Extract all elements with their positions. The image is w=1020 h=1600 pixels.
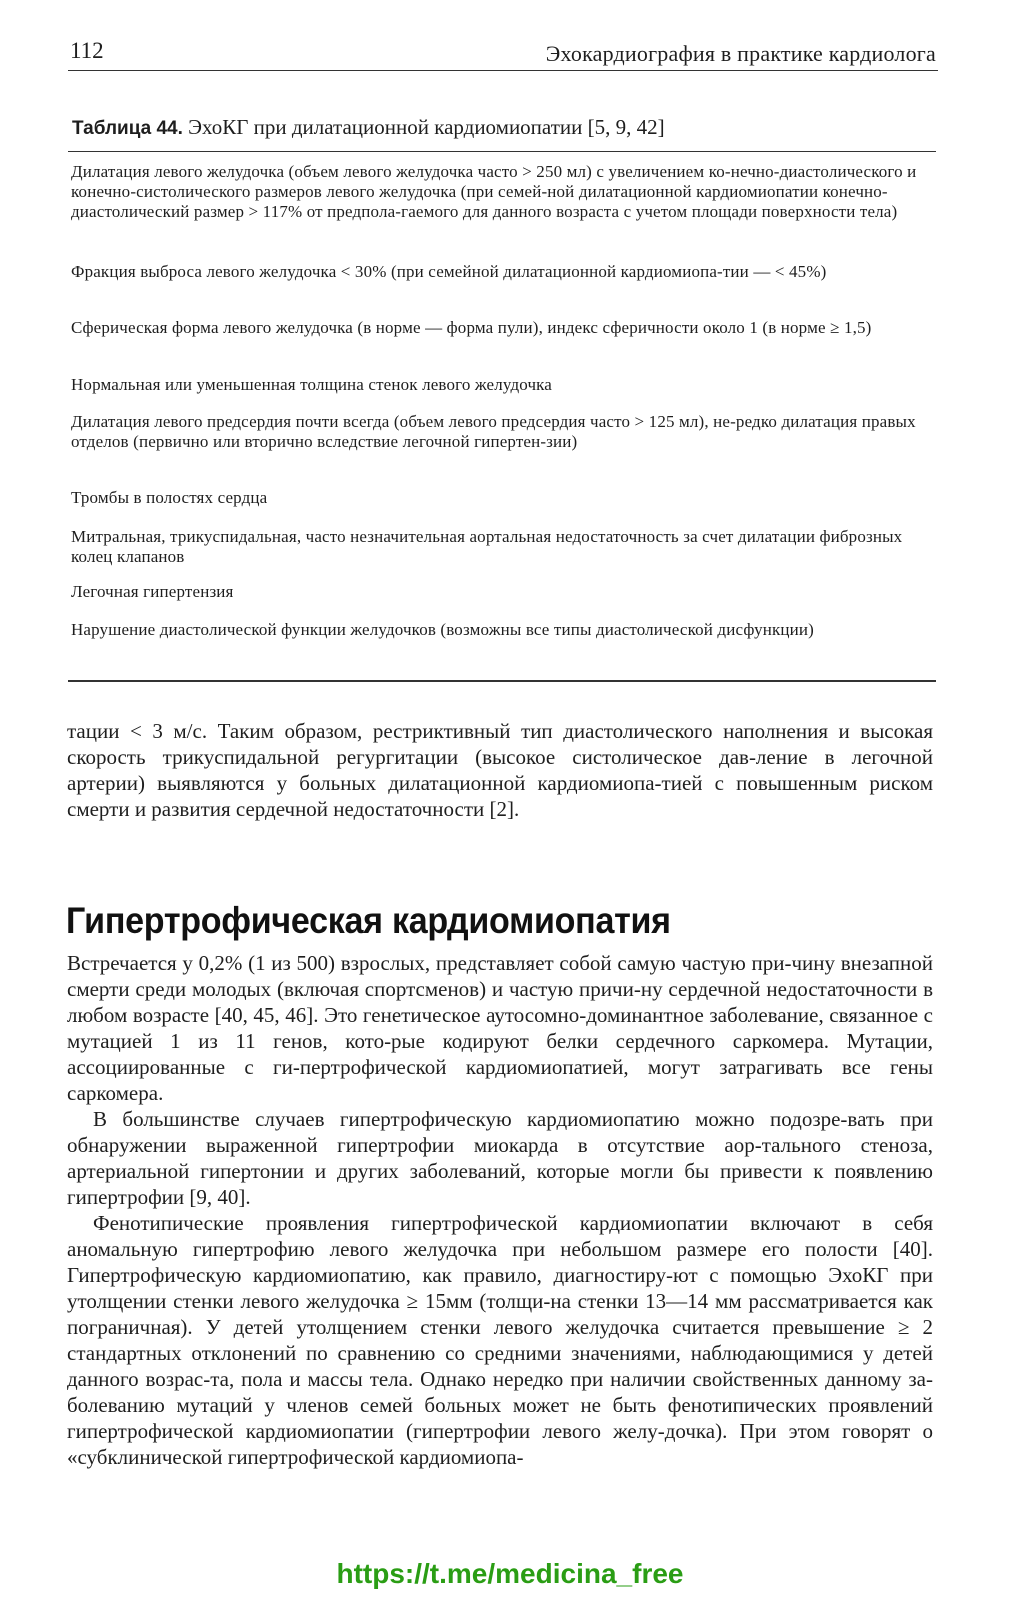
section-heading: Гипертрофическая кардиомиопатия — [66, 900, 671, 941]
table-label: Таблица 44. — [72, 118, 183, 139]
table-row: Нарушение диастолической функции желудочков (возможны все типы диастолической дисфункции) — [71, 620, 814, 639]
page-number: 112 — [70, 38, 104, 63]
table-row: Фракция выброса левого желудочка < 30% (при семейной дилатационной кардиомиопа-тии — < 45%) — [71, 262, 827, 281]
table-top-rule — [68, 151, 936, 152]
table-row: Легочная гипертензия — [71, 582, 234, 601]
paragraph: В большинстве случаев гипертрофическую кардиомиопатию можно подозре-вать при обнаружении выраженной гипертрофии миокарда в отсутствие аор-тального стеноза, артериальной гипертонии и других заболеваний, которые могли бы привести к появлению гипертрофии [9, 40]. — [67, 1107, 933, 1209]
table-row: Тромбы в полостях сердца — [71, 488, 268, 507]
continuation-paragraph — [67, 718, 933, 822]
table-row: Нормальная или уменьшенная толщина стенок левого желудочка — [71, 375, 553, 394]
paragraph: тации < 3 м/с. Таким образом, рестриктивный тип диастолического наполнения и высокая скорость трикуспидальной регургитации (высокое систолическое дав-ление в легочной артерии) выявляются у больных дилатационной кардиомиопа-тией с повышенным риском смерти и развития сердечной недостаточности [2]. — [67, 719, 933, 821]
table-caption — [72, 115, 665, 140]
table-row: Митральная, трикуспидальная, часто незначительная аортальная недостаточность за счет дилатации фиброзных колец клапанов — [71, 527, 903, 566]
table-row: Дилатация левого предсердия почти всегда (объем левого предсердия часто > 125 мл), не-редко дилатация правых отделов (первично или вторично вследствие легочной гипертен-зии) — [71, 412, 916, 451]
table-row: Сферическая форма левого желудочка (в норме — форма пули), индекс сферичности около 1 (в норме ≥ 1,5) — [71, 318, 872, 337]
table-row: Дилатация левого желудочка (объем левого желудочка часто > 250 мл) с увеличением ко-нечно-диастолического и конечно-систолического размеров левого желудочка (при семей-ной дилатационной кардиомиопатии конечно-диастолический размер > 117% от предпола-гаемого для данного возраста с учетом площади поверхности тела) — [71, 162, 917, 221]
header-rule — [68, 70, 938, 71]
table-caption-text: ЭхоКГ при дилатационной кардиомиопатии [5, 9, 42] — [188, 115, 665, 139]
paragraph: Фенотипические проявления гипертрофической кардиомиопатии включают в себя аномальную гипертрофию левого желудочка при небольшом размере его полости [40]. Гипертрофическую кардиомиопатию, как правило, диагностиру-ют с помощью ЭхоКГ при утолщении стенки левого желудочка ≥ 15мм (толщи-на стенки 13—14 мм рассматривается как пограничная). У детей утолщением стенки левого желудочка считается превышение ≥ 2 стандартных отклонений по сравнению со средними значениями, наблюдающимися у детей данного возрас-та, пола и массы тела. Однако нередко при наличии свойственных данному за-болеванию мутаций у членов семей больных может не быть фенотипических проявлений гипертрофической кардиомиопатии (гипертрофии левого желу-дочка). При этом говорят о «субклинической гипертрофической кардиомиопа- — [67, 1211, 933, 1469]
table-bottom-rule — [68, 680, 936, 682]
paragraph: Встречается у 0,2% (1 из 500) взрослых, представляет собой самую частую при-чину внезапной смерти среди молодых (включая спортсменов) и частую причи-ну сердечной недостаточности в любом возрасте [40, 45, 46]. Это генетическое аутосомно-доминантное заболевание, связанное с мутацией 1 из 11 генов, кото-рые кодируют белки сердечного саркомера. Мутации, ассоциированные с ги-пертрофической кардиомиопатией, могут затрагивать все гены саркомера. — [67, 951, 933, 1105]
running-title: Эхокардиография в практике кардиолога — [545, 41, 936, 66]
section-body — [67, 950, 933, 1470]
watermark-link[interactable]: https://t.me/medicina_free — [336, 1558, 684, 1589]
